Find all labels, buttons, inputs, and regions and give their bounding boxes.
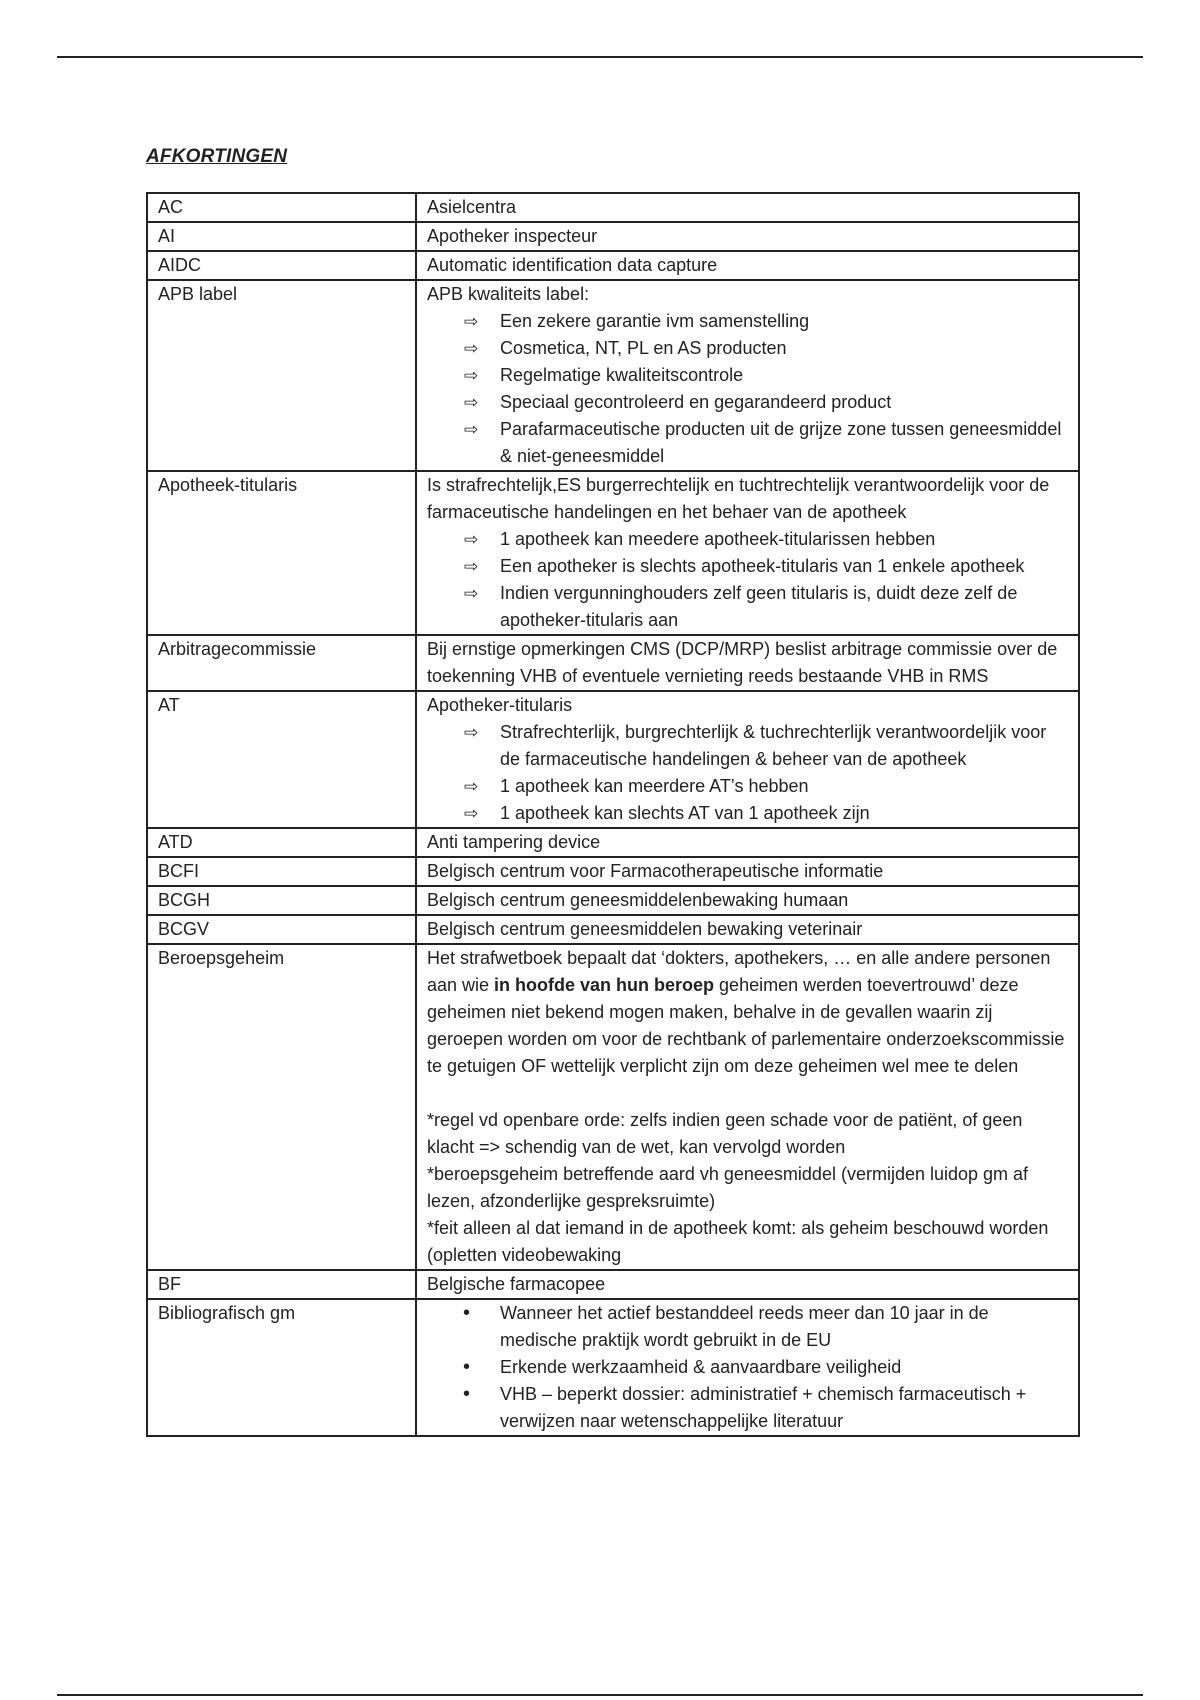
abbr-definition xyxy=(416,471,1079,635)
abbr-key: Bibliografisch gm xyxy=(147,1299,416,1436)
table-row xyxy=(147,251,1079,280)
list-item-text: Indien vergunninghouders zelf geen titularis is, duidt deze zelf de apotheker-titularis aan xyxy=(500,583,1018,630)
list-item xyxy=(427,1354,1068,1381)
arrow-icon: ⇨ xyxy=(464,777,479,796)
abbr-key: Arbitragecommissie xyxy=(147,635,416,691)
arrow-icon: ⇨ xyxy=(464,339,479,358)
abbr-key: BCGH xyxy=(147,886,416,915)
list-item xyxy=(427,1300,1068,1354)
abbr-key: AC xyxy=(147,193,416,222)
list-item xyxy=(427,416,1068,470)
table-row xyxy=(147,222,1079,251)
abbr-key: BF xyxy=(147,1270,416,1299)
arrow-list xyxy=(427,308,1068,470)
arrow-icon: ⇨ xyxy=(464,557,479,576)
table-row xyxy=(147,193,1079,222)
list-item-text: Parafarmaceutische producten uit de grijze zone tussen geneesmiddel & niet-geneesmiddel xyxy=(500,419,1062,466)
list-item-text: VHB – beperkt dossier: administratief + chemisch farmaceutisch + verwijzen naar wetenschappelijke literatuur xyxy=(500,1384,1027,1431)
abbreviations-table xyxy=(146,192,1080,1437)
abbr-text: Is strafrechtelijk,ES burgerrechtelijk en tuchtrechtelijk verantwoordelijk voor de farmaceutische handelingen en het behaer van de apotheek xyxy=(427,475,1050,522)
abbr-text: Automatic identification data capture xyxy=(416,251,1079,280)
list-item xyxy=(427,800,1068,827)
table-row xyxy=(147,944,1079,1270)
list-item-text: Cosmetica, NT, PL en AS producten xyxy=(500,338,787,358)
abbr-text: Anti tampering device xyxy=(416,828,1079,857)
abbr-text: Belgisch centrum geneesmiddelen bewaking veterinair xyxy=(416,915,1079,944)
abbr-text: Apotheker inspecteur xyxy=(416,222,1079,251)
abbr-emphasis: in hoofde van hun beroep xyxy=(494,975,715,995)
arrow-icon: ⇨ xyxy=(464,804,479,823)
table-row xyxy=(147,915,1079,944)
table-row xyxy=(147,691,1079,828)
list-item-text: Wanneer het actief bestanddeel reeds meer dan 10 jaar in de medische praktijk wordt gebruikt in de EU xyxy=(500,1303,989,1350)
arrow-icon: ⇨ xyxy=(464,366,479,385)
abbr-text: geheimen werden toevertrouwd’ deze geheimen niet bekend mogen maken, behalve in de gevallen waarin zij geroepen worden om voor de rechtbank of parlementaire onderzoekscommissie te getuigen OF wettelijk verplicht zijn om deze geheimen wel mee te delen xyxy=(427,975,1065,1076)
list-item-text: Een apotheker is slechts apotheek-titularis van 1 enkele apotheek xyxy=(500,556,1025,576)
table-row xyxy=(147,1270,1079,1299)
abbr-key: APB label xyxy=(147,280,416,471)
abbr-text: Bij ernstige opmerkingen CMS (DCP/MRP) beslist arbitrage commissie over de toekenning VHB of eventuele vernieting reeds bestaande VHB in RMS xyxy=(416,635,1079,691)
abbr-key: Apotheek-titularis xyxy=(147,471,416,635)
abbr-paragraph xyxy=(427,945,1068,1080)
list-item-text: Speciaal gecontroleerd en gegarandeerd product xyxy=(500,392,892,412)
abbr-text: Belgisch centrum voor Farmacotherapeutische informatie xyxy=(416,857,1079,886)
arrow-list xyxy=(427,719,1068,827)
abbr-text: APB kwaliteits label: xyxy=(427,284,590,304)
footer-rule xyxy=(57,1694,1143,1696)
abbr-key: ATD xyxy=(147,828,416,857)
abbr-definition xyxy=(416,1299,1079,1436)
bullet-icon: • xyxy=(463,1356,471,1378)
paragraph-gap xyxy=(427,1080,1068,1107)
bullet-list xyxy=(427,1300,1068,1435)
abbr-note: *regel vd openbare orde: zelfs indien geen schade voor de patiënt, of geen klacht => schendig van de wet, kan vervolgd worden xyxy=(427,1110,1023,1157)
arrow-icon: ⇨ xyxy=(464,393,479,412)
header-rule xyxy=(57,56,1143,58)
arrow-icon: ⇨ xyxy=(464,530,479,549)
list-item-text: Erkende werkzaamheid & aanvaardbare veiligheid xyxy=(500,1357,902,1377)
page-title: AFKORTINGEN xyxy=(146,146,288,167)
list-item xyxy=(427,580,1068,634)
list-item xyxy=(427,362,1068,389)
list-item-text: 1 apotheek kan meedere apotheek-titularissen hebben xyxy=(500,529,936,549)
arrow-icon: ⇨ xyxy=(464,312,479,331)
table-row xyxy=(147,857,1079,886)
list-item xyxy=(427,553,1068,580)
table-row xyxy=(147,1299,1079,1436)
abbr-key: BCGV xyxy=(147,915,416,944)
abbr-definition xyxy=(416,691,1079,828)
list-item xyxy=(427,335,1068,362)
list-item-text: Een zekere garantie ivm samenstelling xyxy=(500,311,810,331)
table-row xyxy=(147,828,1079,857)
list-item-text: 1 apotheek kan slechts AT van 1 apotheek zijn xyxy=(500,803,870,823)
list-item-text: Strafrechterlijk, burgrechterlijk & tuchrechterlijk verantwoordeljik voor de farmaceutische handelingen & beheer van de apotheek xyxy=(500,722,1047,769)
list-item-text: Regelmatige kwaliteitscontrole xyxy=(500,365,744,385)
abbr-key: AT xyxy=(147,691,416,828)
list-item-text: 1 apotheek kan meerdere AT’s hebben xyxy=(500,776,809,796)
abbr-text: Belgische farmacopee xyxy=(416,1270,1079,1299)
table-row xyxy=(147,635,1079,691)
arrow-icon: ⇨ xyxy=(464,584,479,603)
list-item xyxy=(427,719,1068,773)
abbr-key: BCFI xyxy=(147,857,416,886)
abbr-key: AIDC xyxy=(147,251,416,280)
list-item xyxy=(427,308,1068,335)
arrow-icon: ⇨ xyxy=(464,723,479,742)
list-item xyxy=(427,526,1068,553)
abbr-key: Beroepsgeheim xyxy=(147,944,416,1270)
abbr-key: AI xyxy=(147,222,416,251)
bullet-icon: • xyxy=(463,1302,471,1324)
abbr-note: *beroepsgeheim betreffende aard vh geneesmiddel (vermijden luidop gm af lezen, afzonderlijke gespreksruimte) xyxy=(427,1164,1029,1211)
table-row xyxy=(147,280,1079,471)
abbr-note: *feit alleen al dat iemand in de apotheek komt: als geheim beschouwd worden (opletten videobewaking xyxy=(427,1218,1049,1265)
list-item xyxy=(427,389,1068,416)
arrow-list xyxy=(427,526,1068,634)
abbr-text: Apotheker-titularis xyxy=(427,695,573,715)
abbr-text: Belgisch centrum geneesmiddelenbewaking humaan xyxy=(416,886,1079,915)
abbr-text: Het strafwetboek bepaalt dat ‘dokters, apothekers, … en alle andere personen aan wie xyxy=(427,948,1051,995)
bullet-icon: • xyxy=(463,1383,471,1405)
table-row xyxy=(147,471,1079,635)
table-row xyxy=(147,886,1079,915)
abbr-definition xyxy=(416,944,1079,1270)
list-item xyxy=(427,1381,1068,1435)
arrow-icon: ⇨ xyxy=(464,420,479,439)
abbr-definition xyxy=(416,280,1079,471)
abbr-text: Asielcentra xyxy=(416,193,1079,222)
list-item xyxy=(427,773,1068,800)
